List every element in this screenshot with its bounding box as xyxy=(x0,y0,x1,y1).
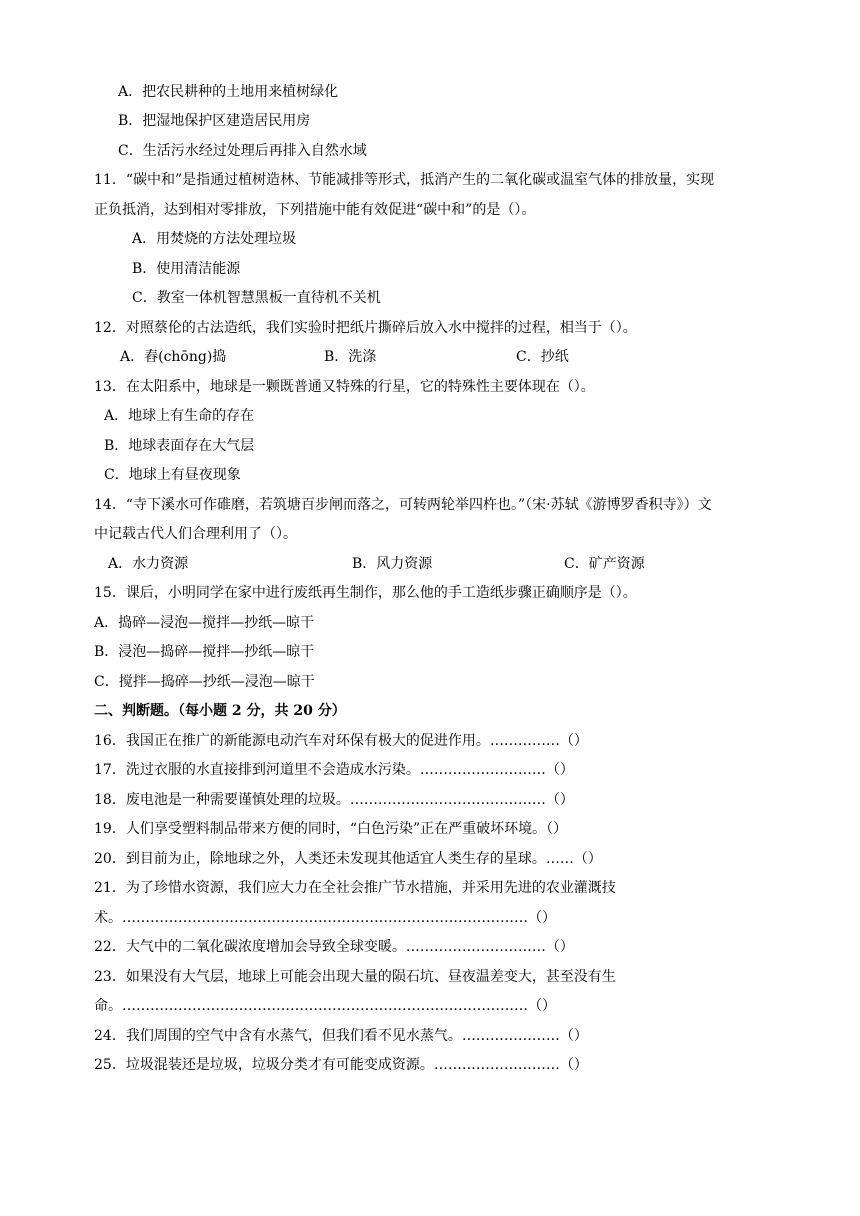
q14-options xyxy=(108,554,645,574)
q18: 18．废电池是一种需要谨慎处理的垃圾。……………………………………（） xyxy=(94,792,574,808)
q14-option-c: C．矿产资源 xyxy=(564,556,645,572)
q11-stem-line-2: 正负抵消，达到相对零排放，下列措施中能有效促进“碳中和”的是（）。 xyxy=(94,202,536,218)
q12-options xyxy=(120,347,569,367)
q11-stem-line-1: 11．“碳中和”是指通过植树造林、节能减排等形式，抵消产生的二氧化碳或温室气体的排放量，实现 xyxy=(94,172,715,188)
q12-option-a: A．舂(chōng)捣 xyxy=(120,349,227,365)
q13-option-c: C．地球上有昼夜现象 xyxy=(104,467,241,483)
q12-stem: 12．对照蔡伦的古法造纸，我们实验时把纸片撕碎后放入水中搅拌的过程，相当于（）。 xyxy=(94,320,637,336)
q12-option-b: B．洗涤 xyxy=(324,349,377,365)
q14-stem-line-1: 14．“寺下溪水可作碓磨，若筑塘百步闸而落之，可转两轮举四杵也。”（宋·苏轼《游博罗香积寺》）文 xyxy=(94,497,712,513)
q15-option-c: C．搅拌—捣碎—抄纸—浸泡—晾干 xyxy=(94,674,315,690)
q10-option-c: C．生活污水经过处理后再排入自然水域 xyxy=(118,143,367,159)
q17: 17．洗过衣服的水直接排到河道里不会造成水污染。………………………（） xyxy=(94,762,574,778)
q11-option-a: A．用焚烧的方法处理垃圾 xyxy=(132,231,297,247)
q21-line-2: 术。……………………………………………………………………………（） xyxy=(94,910,556,926)
q15-stem: 15．课后，小明同学在家中进行废纸再生制作，那么他的手工造纸步骤正确顺序是（）。 xyxy=(94,585,637,601)
q15-option-b: B．浸泡—捣碎—搅拌—抄纸—晾干 xyxy=(94,644,315,660)
q20: 20．到目前为止，除地球之外，人类还未发现其他适宜人类生存的星球。……（） xyxy=(94,851,602,867)
q19: 19．人们享受塑料制品带来方便的同时，“白色污染”正在严重破坏环境。（） xyxy=(94,821,568,837)
q12-option-c: C．抄纸 xyxy=(516,349,569,365)
q25: 25．垃圾混装还是垃圾，垃圾分类才有可能变成资源。………………………（） xyxy=(94,1057,588,1073)
q14-option-a: A．水力资源 xyxy=(108,556,189,572)
q24: 24．我们周围的空气中含有水蒸气，但我们看不见水蒸气。…………………（） xyxy=(94,1028,588,1044)
q13-option-a: A．地球上有生命的存在 xyxy=(104,408,255,424)
q23-line-2: 命。……………………………………………………………………………（） xyxy=(94,998,556,1014)
q11-option-c: C．教室一体机智慧黑板一直待机不关机 xyxy=(132,290,381,306)
q14-stem-line-2: 中记载古代人们合理利用了（）。 xyxy=(94,526,297,542)
q13-stem: 13．在太阳系中，地球是一颗既普通又特殊的行星，它的特殊性主要体现在（）。 xyxy=(94,379,595,395)
q13-option-b: B．地球表面存在大气层 xyxy=(104,438,255,454)
q14-option-b: B．风力资源 xyxy=(352,556,433,572)
q22: 22．大气中的二氧化碳浓度增加会导致全球变暖。…………………………（） xyxy=(94,939,574,955)
q10-option-a: A．把农民耕种的土地用来植树绿化 xyxy=(118,84,339,100)
q15-option-a: A．捣碎—浸泡—搅拌—抄纸—晾干 xyxy=(94,615,315,631)
section-heading-true-false: 二、判断题。（每小题 2 分，共 20 分） xyxy=(94,703,346,719)
q10-option-b: B．把湿地保护区建造居民用房 xyxy=(118,113,311,129)
q21-line-1: 21．为了珍惜水资源，我们应大力在全社会推广节水措施，并采用先进的农业灌溉技 xyxy=(94,880,616,896)
q16: 16．我国正在推广的新能源电动汽车对环保有极大的促进作用。……………（） xyxy=(94,733,588,749)
q23-line-1: 23．如果没有大气层，地球上可能会出现大量的陨石坑、昼夜温差变大，甚至没有生 xyxy=(94,969,616,985)
q11-option-b: B．使用清洁能源 xyxy=(132,261,241,277)
